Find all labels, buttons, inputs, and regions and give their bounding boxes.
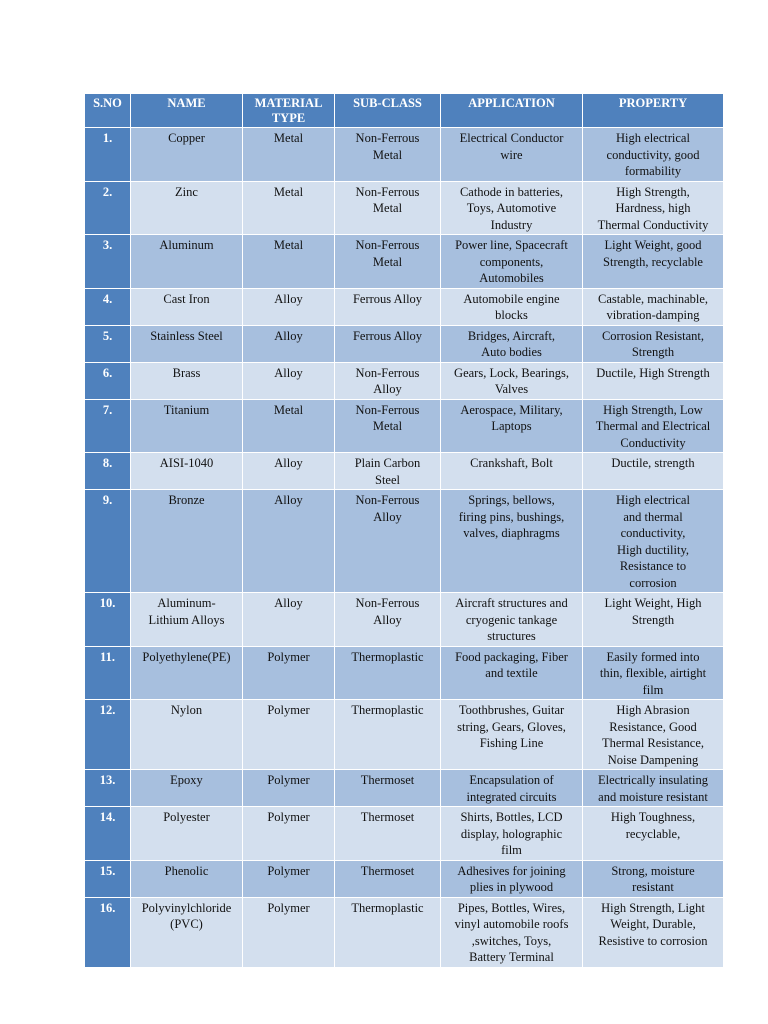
table-row xyxy=(85,593,724,647)
header-property: PROPERTY xyxy=(583,94,724,128)
name-cell: Nylon xyxy=(131,700,243,770)
material-type-cell: Polymer xyxy=(243,700,335,770)
sub-class-cell: Thermoplastic xyxy=(335,700,441,770)
property-cell: Electrically insulating and moisture resistant xyxy=(583,770,724,807)
sno-cell: 5. xyxy=(85,325,131,362)
sub-class-cell: Thermoset xyxy=(335,770,441,807)
application-cell: Cathode in batteries, Toys, Automotive Industry xyxy=(441,181,583,235)
sno-cell: 14. xyxy=(85,807,131,861)
table-row xyxy=(85,770,724,807)
material-type-cell: Alloy xyxy=(243,453,335,490)
sno-cell: 15. xyxy=(85,860,131,897)
sub-class-cell: Non-Ferrous Alloy xyxy=(335,490,441,593)
table-row xyxy=(85,362,724,399)
name-cell: Aluminum xyxy=(131,235,243,289)
table-row xyxy=(85,860,724,897)
sub-class-cell: Plain Carbon Steel xyxy=(335,453,441,490)
material-type-cell: Metal xyxy=(243,235,335,289)
property-cell: High electrical conductivity, good formability xyxy=(583,128,724,182)
table-row xyxy=(85,128,724,182)
name-cell: Bronze xyxy=(131,490,243,593)
application-cell: Gears, Lock, Bearings, Valves xyxy=(441,362,583,399)
application-cell: Pipes, Bottles, Wires, vinyl automobile roofs ,switches, Toys, Battery Terminal xyxy=(441,897,583,967)
material-type-cell: Metal xyxy=(243,399,335,453)
application-cell: Power line, Spacecraft components, Automobiles xyxy=(441,235,583,289)
name-cell: Stainless Steel xyxy=(131,325,243,362)
table-row xyxy=(85,897,724,967)
table-row xyxy=(85,807,724,861)
sno-cell: 3. xyxy=(85,235,131,289)
material-type-cell: Polymer xyxy=(243,897,335,967)
name-cell: Polyvinylchloride (PVC) xyxy=(131,897,243,967)
application-cell: Aircraft structures and cryogenic tankage structures xyxy=(441,593,583,647)
name-cell: Polyethylene(PE) xyxy=(131,646,243,700)
application-cell: Encapsulation of integrated circuits xyxy=(441,770,583,807)
material-type-cell: Alloy xyxy=(243,490,335,593)
property-cell: Easily formed into thin, flexible, airtight film xyxy=(583,646,724,700)
sub-class-cell: Thermoplastic xyxy=(335,646,441,700)
sno-cell: 9. xyxy=(85,490,131,593)
sub-class-cell: Thermoset xyxy=(335,807,441,861)
property-cell: Strong, moisture resistant xyxy=(583,860,724,897)
header-name: NAME xyxy=(131,94,243,128)
table-row xyxy=(85,181,724,235)
property-cell: High Abrasion Resistance, Good Thermal Resistance, Noise Dampening xyxy=(583,700,724,770)
sub-class-cell: Thermoplastic xyxy=(335,897,441,967)
sno-cell: 1. xyxy=(85,128,131,182)
table-row xyxy=(85,646,724,700)
sub-class-cell: Non-Ferrous Metal xyxy=(335,399,441,453)
name-cell: Zinc xyxy=(131,181,243,235)
material-type-cell: Polymer xyxy=(243,860,335,897)
sno-cell: 6. xyxy=(85,362,131,399)
sno-cell: 7. xyxy=(85,399,131,453)
material-type-cell: Alloy xyxy=(243,325,335,362)
property-cell: Ductile, High Strength xyxy=(583,362,724,399)
property-cell: Corrosion Resistant, Strength xyxy=(583,325,724,362)
sub-class-cell: Non-Ferrous Metal xyxy=(335,235,441,289)
sub-class-cell: Non-Ferrous Metal xyxy=(335,128,441,182)
sno-cell: 12. xyxy=(85,700,131,770)
name-cell: AISI-1040 xyxy=(131,453,243,490)
name-cell: Brass xyxy=(131,362,243,399)
table-header xyxy=(85,94,724,128)
property-cell: High Strength, Low Thermal and Electrical Conductivity xyxy=(583,399,724,453)
header-material-type: MATERIAL TYPE xyxy=(243,94,335,128)
header-application: APPLICATION xyxy=(441,94,583,128)
name-cell: Polyester xyxy=(131,807,243,861)
material-type-cell: Polymer xyxy=(243,770,335,807)
header-sno: S.NO xyxy=(85,94,131,128)
table-row xyxy=(85,700,724,770)
sub-class-cell: Ferrous Alloy xyxy=(335,288,441,325)
sub-class-cell: Non-Ferrous Alloy xyxy=(335,593,441,647)
sub-class-cell: Non-Ferrous Metal xyxy=(335,181,441,235)
material-type-cell: Polymer xyxy=(243,646,335,700)
name-cell: Cast Iron xyxy=(131,288,243,325)
property-cell: High Strength, Hardness, high Thermal Conductivity xyxy=(583,181,724,235)
application-cell: Adhesives for joining plies in plywood xyxy=(441,860,583,897)
name-cell: Aluminum- Lithium Alloys xyxy=(131,593,243,647)
application-cell: Crankshaft, Bolt xyxy=(441,453,583,490)
table-row xyxy=(85,399,724,453)
header-row xyxy=(85,94,724,128)
table-row xyxy=(85,288,724,325)
table-row xyxy=(85,490,724,593)
application-cell: Food packaging, Fiber and textile xyxy=(441,646,583,700)
property-cell: High Strength, Light Weight, Durable, Resistive to corrosion xyxy=(583,897,724,967)
sno-cell: 10. xyxy=(85,593,131,647)
material-type-cell: Alloy xyxy=(243,362,335,399)
sub-class-cell: Non-Ferrous Alloy xyxy=(335,362,441,399)
application-cell: Springs, bellows, firing pins, bushings, valves, diaphragms xyxy=(441,490,583,593)
name-cell: Phenolic xyxy=(131,860,243,897)
application-cell: Aerospace, Military, Laptops xyxy=(441,399,583,453)
sno-cell: 13. xyxy=(85,770,131,807)
material-type-cell: Alloy xyxy=(243,288,335,325)
table-body xyxy=(85,128,724,968)
sub-class-cell: Ferrous Alloy xyxy=(335,325,441,362)
application-cell: Electrical Conductor wire xyxy=(441,128,583,182)
property-cell: High Toughness, recyclable, xyxy=(583,807,724,861)
table-row xyxy=(85,235,724,289)
name-cell: Epoxy xyxy=(131,770,243,807)
materials-table xyxy=(84,93,724,968)
material-type-cell: Polymer xyxy=(243,807,335,861)
material-type-cell: Metal xyxy=(243,128,335,182)
material-type-cell: Metal xyxy=(243,181,335,235)
material-type-cell: Alloy xyxy=(243,593,335,647)
application-cell: Automobile engine blocks xyxy=(441,288,583,325)
sno-cell: 4. xyxy=(85,288,131,325)
name-cell: Copper xyxy=(131,128,243,182)
name-cell: Titanium xyxy=(131,399,243,453)
sno-cell: 2. xyxy=(85,181,131,235)
table-row xyxy=(85,453,724,490)
property-cell: Light Weight, High Strength xyxy=(583,593,724,647)
property-cell: Castable, machinable, vibration-damping xyxy=(583,288,724,325)
sno-cell: 8. xyxy=(85,453,131,490)
property-cell: Light Weight, good Strength, recyclable xyxy=(583,235,724,289)
header-sub-class: SUB-CLASS xyxy=(335,94,441,128)
application-cell: Toothbrushes, Guitar string, Gears, Gloves, Fishing Line xyxy=(441,700,583,770)
application-cell: Shirts, Bottles, LCD display, holographic film xyxy=(441,807,583,861)
property-cell: Ductile, strength xyxy=(583,453,724,490)
application-cell: Bridges, Aircraft, Auto bodies xyxy=(441,325,583,362)
table-row xyxy=(85,325,724,362)
property-cell: High electrical and thermal conductivity, High ductility, Resistance to corrosion xyxy=(583,490,724,593)
sno-cell: 11. xyxy=(85,646,131,700)
sub-class-cell: Thermoset xyxy=(335,860,441,897)
sno-cell: 16. xyxy=(85,897,131,967)
